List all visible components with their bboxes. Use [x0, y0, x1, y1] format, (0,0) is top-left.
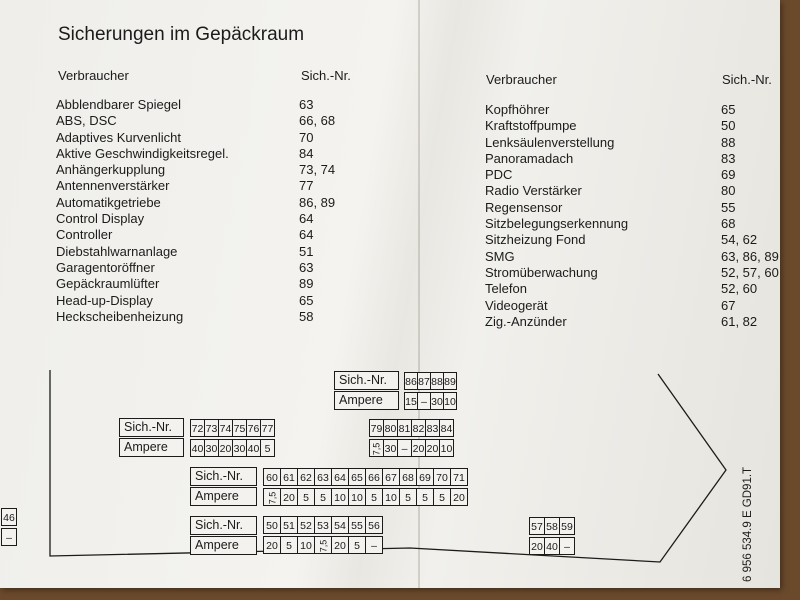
fuse-slot-number: 63 [314, 468, 332, 486]
fuse-slot-number: 70 [433, 468, 451, 486]
block-72-77-amp-label: Ampere [119, 438, 184, 457]
right-header-fuse-nr: Sich.-Nr. [722, 72, 772, 87]
fuse-number: 67 [721, 297, 736, 313]
consumer-name: Adaptives Kurvenlicht [56, 129, 182, 145]
fuse-number: 89 [299, 276, 314, 292]
fuse-number: 55 [721, 199, 736, 215]
left-header-consumer: Verbraucher [58, 68, 129, 83]
fuse-ampere-value: 30 [232, 439, 247, 457]
fuse-number: 80 [721, 183, 736, 199]
fuse-slot-number: 77 [260, 419, 275, 437]
block-57-59-amp-row [530, 537, 575, 555]
fuse-slot-number: 57 [529, 517, 545, 535]
consumer-name: Anhängerkupplung [56, 162, 166, 178]
fuse-slot-number: 52 [297, 516, 315, 534]
block-72-77-nr-label: Sich.-Nr. [119, 418, 184, 437]
consumer-name: Radio Verstärker [485, 183, 582, 199]
fuse-slot-number: 46 [1, 508, 17, 526]
consumer-name: Aktive Geschwindigkeitsregel. [56, 145, 229, 161]
fuse-ampere-value: 5 [348, 536, 366, 554]
block-72-77-amp-row [191, 439, 275, 457]
consumer-name: Diebstahlwarnanlage [56, 243, 178, 259]
block-46-amp-row [2, 528, 17, 546]
fuse-slot-number: 68 [399, 468, 417, 486]
fuse-ampere-value: 7,5 [369, 439, 384, 457]
fuse-slot-number: 50 [263, 516, 281, 534]
fuse-ampere-value: – [397, 439, 412, 457]
fuse-slot-number: 66 [365, 468, 383, 486]
fuse-number: 84 [299, 145, 314, 161]
consumer-name: Lenksäulenverstellung [485, 134, 615, 150]
fuse-slot-number: 89 [443, 372, 457, 390]
fuse-slot-number: 65 [348, 468, 366, 486]
fuse-slot-number: 79 [369, 419, 384, 437]
fuse-slot-number: 60 [263, 468, 281, 486]
fuse-slot-number: 51 [280, 516, 298, 534]
fuse-slot-number: 87 [417, 372, 431, 390]
block-50-56-amp-row [264, 536, 383, 554]
fuse-number: 65 [299, 292, 314, 308]
fuse-ampere-value: 10 [331, 488, 349, 506]
block-60-71-amp-label: Ampere [190, 487, 257, 506]
block-60-71-nr-row [264, 468, 468, 486]
fuse-number: 54, 62 [721, 232, 758, 248]
fuse-ampere-value: 20 [425, 439, 440, 457]
fuse-ampere-value: 5 [314, 488, 332, 506]
fuse-ampere-value: 40 [246, 439, 261, 457]
consumer-name: Head-up-Display [56, 292, 153, 308]
fuse-ampere-value: 20 [450, 488, 468, 506]
block-86-89-nr-label: Sich.-Nr. [334, 371, 399, 390]
fuse-ampere-value: 5 [416, 488, 434, 506]
fuse-ampere-value: 10 [439, 439, 454, 457]
fuse-ampere-value: – [559, 537, 575, 555]
block-57-59-nr-row [530, 517, 575, 535]
fuse-number: 73, 74 [299, 162, 336, 178]
fuse-ampere-value: 30 [430, 392, 444, 410]
fuse-slot-number: 74 [218, 419, 233, 437]
block-86-89-nr-row [405, 372, 457, 390]
consumer-name: Sitzbelegungserkennung [485, 216, 629, 232]
consumer-name: Kraftstoffpumpe [485, 118, 577, 134]
fuse-ampere-value: 10 [382, 488, 400, 506]
consumer-name: Panoramadach [485, 150, 574, 166]
fuse-slot-number: 86 [404, 372, 418, 390]
fuse-number: 61, 82 [721, 313, 758, 329]
fuse-ampere-value: 20 [331, 536, 349, 554]
fuse-number: 70 [299, 129, 314, 145]
fuse-ampere-value: 20 [529, 537, 545, 555]
fuse-ampere-value: 30 [383, 439, 398, 457]
consumer-name: Zig.-Anzünder [485, 313, 567, 329]
fuse-number: 83 [721, 150, 736, 166]
block-79-84-amp-row [370, 439, 454, 457]
consumer-name: PDC [485, 167, 513, 183]
block-86-89-amp-row [405, 392, 457, 410]
fuse-number: 65 [721, 102, 736, 117]
fuse-slot-number: 56 [365, 516, 383, 534]
fuse-slot-number: 54 [331, 516, 349, 534]
fuse-slot-number: 55 [348, 516, 366, 534]
fuse-slot-number: 61 [280, 468, 298, 486]
fuse-number: 58 [299, 308, 314, 324]
fuse-slot-number: 82 [411, 419, 426, 437]
fuse-slot-number: 80 [383, 419, 398, 437]
fuse-slot-number: 73 [204, 419, 219, 437]
fuse-slot-number: 83 [425, 419, 440, 437]
fuse-ampere-value: 30 [204, 439, 219, 457]
fuse-number: 51 [299, 243, 314, 259]
left-header-fuse-nr: Sich.-Nr. [301, 68, 351, 83]
page-title: Sicherungen im Gepäckraum [58, 24, 305, 45]
consumer-name: Gepäckraumlüfter [56, 276, 160, 292]
fuse-number: 68 [721, 216, 736, 232]
fuse-ampere-value: 5 [433, 488, 451, 506]
consumer-name: Automatikgetriebe [56, 194, 161, 210]
consumer-name: Stromüberwachung [485, 264, 598, 280]
consumer-name: Control Display [56, 211, 145, 227]
fuse-ampere-value: 7,5 [263, 488, 281, 506]
consumer-name: Garagentoröffner [56, 259, 155, 275]
fuse-slot-number: 71 [450, 468, 468, 486]
fuse-slot-number: 53 [314, 516, 332, 534]
consumer-name: Videogerät [485, 297, 548, 313]
fuse-slot-number: 76 [246, 419, 261, 437]
fuse-slot-number: 75 [232, 419, 247, 437]
fuse-number: 63 [299, 97, 314, 112]
fuse-number: 86, 89 [299, 194, 336, 210]
fuse-ampere-value: 5 [280, 536, 298, 554]
consumer-name: Abblendbarer Spiegel [56, 97, 182, 112]
part-number: 6 956 534.9 E GD91.T [742, 466, 754, 582]
block-46-nr-row [2, 508, 17, 526]
block-86-89-amp-label: Ampere [334, 391, 399, 410]
fuse-ampere-value: 10 [443, 392, 457, 410]
fuse-ampere-value: 15 [404, 392, 418, 410]
block-50-56-amp-label: Ampere [190, 536, 257, 555]
fuse-slot-number: 69 [416, 468, 434, 486]
consumer-name: Sitzheizung Fond [485, 232, 586, 248]
consumer-name: Telefon [485, 281, 527, 297]
fuse-slot-number: 81 [397, 419, 412, 437]
fuse-slot-number: 59 [559, 517, 575, 535]
fuse-number: 52, 60 [721, 281, 758, 297]
fuse-number: 88 [721, 134, 736, 150]
fuse-number: 66, 68 [299, 113, 336, 129]
fuse-number: 50 [721, 118, 736, 134]
fuse-ampere-value: 20 [218, 439, 233, 457]
consumer-name: Heckscheibenheizung [56, 308, 184, 324]
fuse-ampere-value: 20 [263, 536, 281, 554]
block-72-77-nr-row [191, 419, 275, 437]
block-50-56-nr-row [264, 516, 383, 534]
fuse-slot-number: 62 [297, 468, 315, 486]
fuse-number: 69 [721, 167, 736, 183]
fuse-ampere-value: 5 [297, 488, 315, 506]
fuse-ampere-value: 7,5 [314, 536, 332, 554]
consumer-name: Regensensor [485, 199, 563, 215]
right-header-consumer: Verbraucher [486, 72, 557, 87]
fuse-ampere-value: 20 [280, 488, 298, 506]
fuse-number: 63 [299, 259, 314, 275]
fuse-ampere-value: 5 [260, 439, 275, 457]
fuse-slot-number: 64 [331, 468, 349, 486]
fuse-slot-number: 72 [190, 419, 205, 437]
block-60-71-nr-label: Sich.-Nr. [190, 467, 257, 486]
fuse-ampere-value: – [1, 528, 17, 546]
fuse-slot-number: 67 [382, 468, 400, 486]
fuse-ampere-value: 5 [365, 488, 383, 506]
consumer-name: Kopfhöhrer [485, 102, 550, 117]
fuse-number: 64 [299, 211, 314, 227]
fuse-ampere-value: – [417, 392, 431, 410]
fuse-number: 52, 57, 60 [721, 264, 779, 280]
consumer-name: SMG [485, 248, 515, 264]
block-50-56-nr-label: Sich.-Nr. [190, 516, 257, 535]
fuse-number: 77 [299, 178, 314, 194]
fuse-slot-number: 58 [544, 517, 560, 535]
fuse-ampere-value: 10 [348, 488, 366, 506]
fuse-slot-number: 84 [439, 419, 454, 437]
fuse-slot-number: 88 [430, 372, 444, 390]
block-60-71-amp-row [264, 488, 468, 506]
consumer-name: Antennenverstärker [56, 178, 170, 194]
fuse-ampere-value: 10 [297, 536, 315, 554]
fuse-ampere-value: 20 [411, 439, 426, 457]
fuse-ampere-value: 40 [190, 439, 205, 457]
fuse-number: 64 [299, 227, 314, 243]
block-79-84-nr-row [370, 419, 454, 437]
fuse-ampere-value: 5 [399, 488, 417, 506]
consumer-name: Controller [56, 227, 113, 243]
fuse-number: 63, 86, 89 [721, 248, 779, 264]
fuse-ampere-value: – [365, 536, 383, 554]
consumer-name: ABS, DSC [56, 113, 117, 129]
fuse-ampere-value: 40 [544, 537, 560, 555]
